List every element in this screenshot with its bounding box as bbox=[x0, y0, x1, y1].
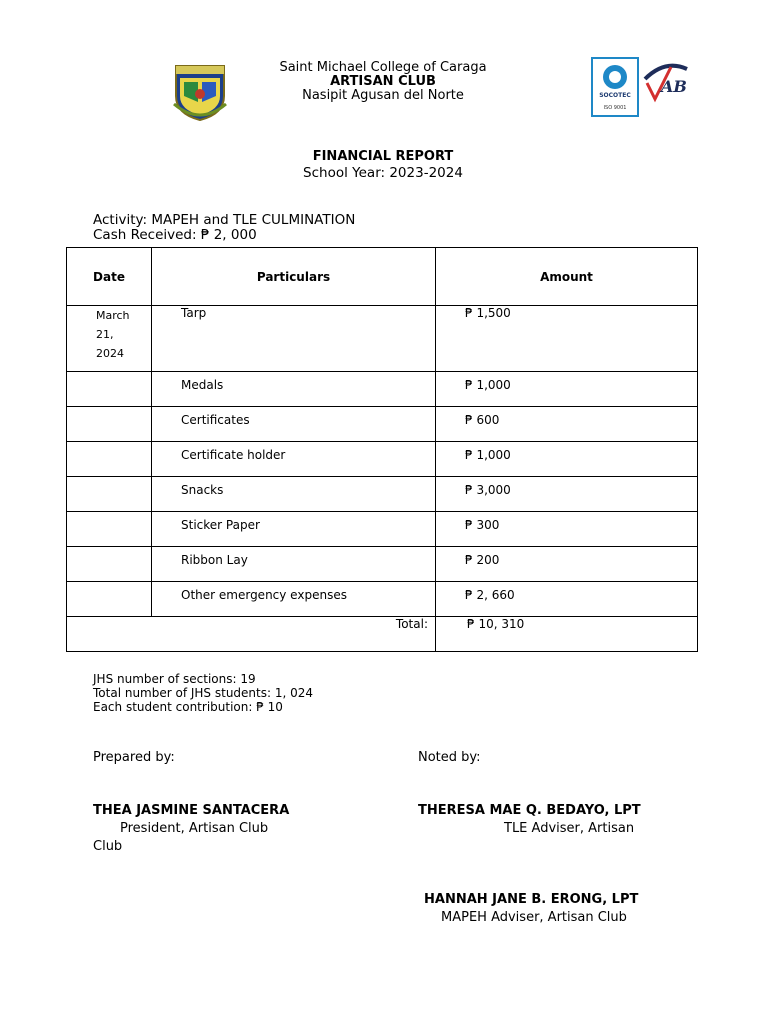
date-cell bbox=[67, 442, 152, 477]
table-row bbox=[67, 442, 698, 477]
certification-logo bbox=[591, 57, 691, 119]
financial-table bbox=[66, 247, 698, 652]
total-amount: ₱ 10, 310 bbox=[436, 617, 698, 652]
prepared-role: President, Artisan Club bbox=[120, 821, 269, 836]
date-cell bbox=[67, 306, 152, 372]
table-header-row bbox=[67, 248, 698, 306]
amount-cell: ₱ 2, 660 bbox=[436, 582, 698, 617]
date-month: March bbox=[96, 309, 130, 322]
particular-cell: Ribbon Lay bbox=[152, 547, 436, 582]
particular-cell: Certificates bbox=[152, 407, 436, 442]
cash-received: Cash Received: ₱ 2, 000 bbox=[93, 227, 257, 243]
date-header: Date bbox=[67, 248, 152, 306]
prepared-by-label: Prepared by: bbox=[93, 750, 175, 765]
third-signatory-role: MAPEH Adviser, Artisan Club bbox=[441, 910, 627, 925]
date-cell bbox=[67, 512, 152, 547]
club-name: ARTISAN CLUB bbox=[330, 74, 436, 89]
date-cell bbox=[67, 477, 152, 512]
particular-cell: Snacks bbox=[152, 477, 436, 512]
third-signatory-name: HANNAH JANE B. ERONG, LPT bbox=[424, 892, 639, 907]
amount-cell: ₱ 1,000 bbox=[436, 442, 698, 477]
date-cell bbox=[67, 372, 152, 407]
amount-cell: ₱ 200 bbox=[436, 547, 698, 582]
noted-role: TLE Adviser, Artisan bbox=[504, 821, 635, 836]
table-row bbox=[67, 407, 698, 442]
table-row bbox=[67, 477, 698, 512]
particular-cell: Tarp bbox=[152, 306, 436, 372]
particular-cell: Certificate holder bbox=[152, 442, 436, 477]
noted-by-label: Noted by: bbox=[418, 750, 481, 765]
amount-cell: ₱ 300 bbox=[436, 512, 698, 547]
amount-cell: ₱ 1,500 bbox=[436, 306, 698, 372]
table-row bbox=[67, 372, 698, 407]
date-cell bbox=[67, 547, 152, 582]
iso-label: ISO 9001 bbox=[603, 105, 627, 111]
total-row bbox=[67, 617, 698, 652]
socotec-label: SOCOTEC bbox=[599, 92, 631, 99]
table-row bbox=[67, 306, 698, 372]
prepared-name: THEA JASMINE SANTACERA bbox=[93, 803, 290, 818]
table-row bbox=[67, 512, 698, 547]
table-row bbox=[67, 547, 698, 582]
jhs-sections: JHS number of sections: 19 bbox=[93, 672, 256, 686]
table-row bbox=[67, 582, 698, 617]
report-title: FINANCIAL REPORT bbox=[312, 149, 454, 164]
jhs-students: Total number of JHS students: 1, 024 bbox=[93, 686, 314, 700]
date-day: 21, bbox=[96, 328, 114, 341]
total-label: Total: bbox=[67, 617, 436, 652]
ab-mark: AB bbox=[661, 77, 687, 96]
activity-label: Activity: MAPEH and TLE CULMINATION bbox=[93, 212, 356, 228]
date-cell bbox=[67, 582, 152, 617]
particulars-header: Particulars bbox=[152, 248, 436, 306]
amount-cell: ₱ 3,000 bbox=[436, 477, 698, 512]
student-contribution: Each student contribution: ₱ 10 bbox=[93, 700, 283, 714]
prepared-role-continued: Club bbox=[93, 839, 123, 854]
noted-name: THERESA MAE Q. BEDAYO, LPT bbox=[418, 803, 641, 818]
date-cell bbox=[67, 407, 152, 442]
amount-header: Amount bbox=[436, 248, 698, 306]
amount-cell: ₱ 1,000 bbox=[436, 372, 698, 407]
date-year: 2024 bbox=[96, 347, 124, 360]
school-name: Saint Michael College of Caraga bbox=[279, 60, 487, 75]
school-address: Nasipit Agusan del Norte bbox=[302, 88, 464, 103]
particular-cell: Sticker Paper bbox=[152, 512, 436, 547]
school-year: School Year: 2023-2024 bbox=[303, 165, 463, 181]
amount-cell: ₱ 600 bbox=[436, 407, 698, 442]
particular-cell: Other emergency expenses bbox=[152, 582, 436, 617]
particular-cell: Medals bbox=[152, 372, 436, 407]
